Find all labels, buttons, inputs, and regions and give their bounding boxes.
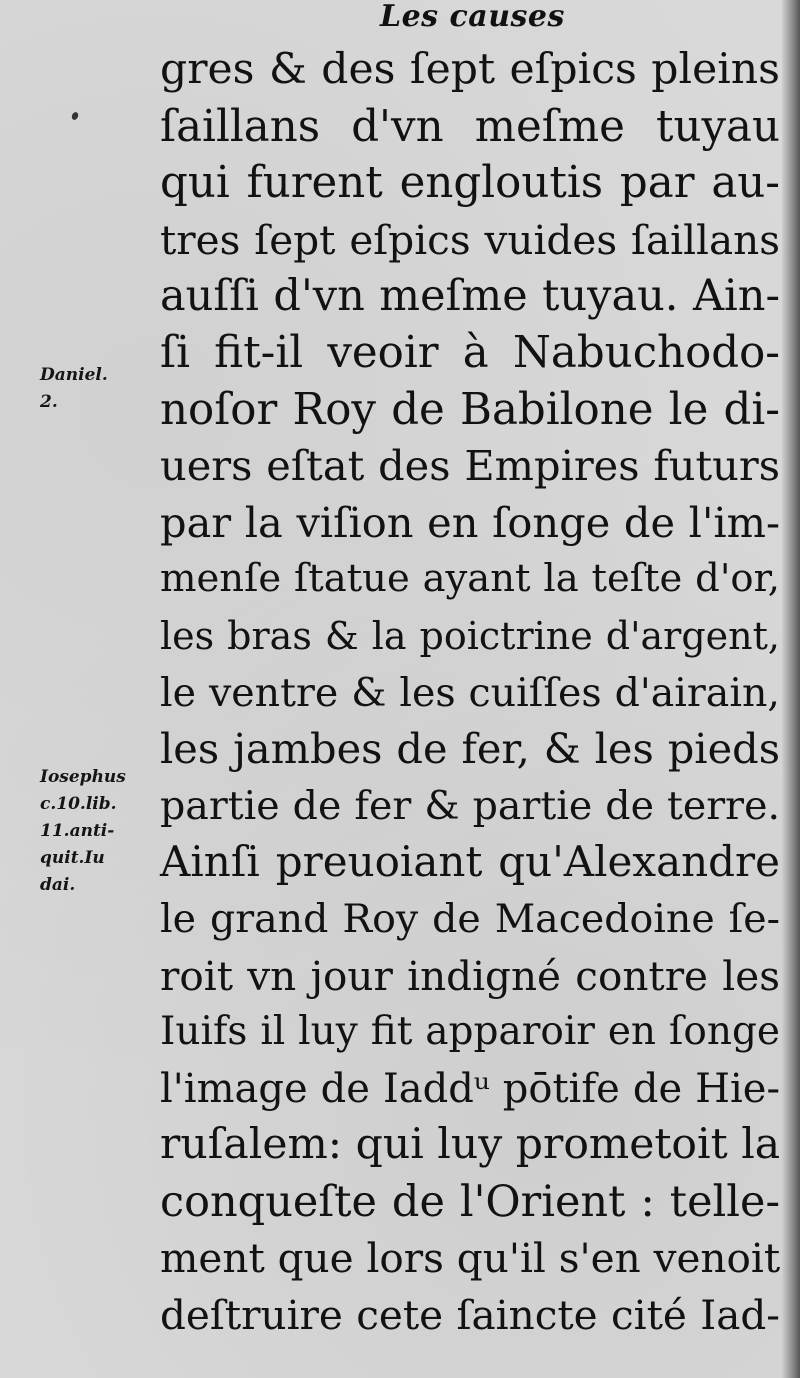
margin-note-line: Iosephus bbox=[40, 767, 126, 787]
margin-note-line: Daniel. bbox=[40, 365, 108, 385]
margin-note-daniel bbox=[40, 362, 108, 416]
text-line: auſſi d'vn meſme tuyau. Ain- bbox=[160, 271, 780, 322]
text-line: Ainſi preuoiant qu'Alexandre bbox=[160, 837, 780, 887]
text-line: conqueſte de l'Orient : telle- bbox=[160, 1176, 780, 1227]
margin-note-line: 11.anti- bbox=[40, 821, 115, 841]
margin-note-line: 2. bbox=[40, 392, 58, 412]
ink-speck bbox=[71, 111, 80, 121]
text-line: les jambes de fer, & les pieds bbox=[160, 724, 780, 774]
text-line: l'image de Iaddᵘ pōtife de Hie- bbox=[160, 1065, 780, 1112]
margin-note-josephus bbox=[40, 764, 126, 899]
text-line: roit vn jour indigné contre les bbox=[160, 951, 780, 1000]
margin-note-line: quit.Iu bbox=[40, 848, 105, 868]
running-head: Les causes bbox=[380, 0, 565, 34]
text-line: ſi fit-il veoir à Nabuchodo- bbox=[160, 327, 780, 378]
text-line: deſtruire cete ſaincte cité Iad- bbox=[160, 1291, 780, 1340]
text-line: par la viſion en ſonge de l'im- bbox=[160, 497, 780, 547]
text-line: ment que lors qu'il s'en venoit bbox=[160, 1234, 781, 1283]
margin-note-line: dai. bbox=[40, 875, 76, 895]
text-line: gres & des ſept eſpics pleins bbox=[160, 45, 780, 94]
text-line: noſor Roy de Babilone le di- bbox=[160, 384, 780, 435]
margin-note-line: c.10.lib. bbox=[40, 794, 117, 814]
text-line: ruſalem: qui luy prometoit la bbox=[160, 1120, 781, 1170]
text-line: tres ſept eſpics vuides ſaillans bbox=[160, 215, 780, 264]
text-line: le ventre & les cuiſſes d'airain, bbox=[160, 669, 780, 716]
body-text bbox=[160, 42, 780, 1344]
text-line: qui furent engloutis par au- bbox=[160, 158, 780, 209]
text-line: partie de fer & partie de terre. bbox=[160, 782, 780, 829]
text-line: ſaillans d'vn meſme tuyau bbox=[160, 101, 780, 152]
page-edge-shadow bbox=[782, 0, 800, 1378]
text-line: Iuifs il luy fit apparoir en ſonge bbox=[160, 1009, 780, 1055]
text-line: uers eſtat des Empires futurs bbox=[160, 441, 780, 491]
text-line: menſe ſtatue ayant la teſte d'or, bbox=[160, 556, 780, 602]
text-line: les bras & la poictrine d'argent, bbox=[160, 613, 780, 658]
text-line: le grand Roy de Macedoine ſe- bbox=[160, 895, 780, 942]
